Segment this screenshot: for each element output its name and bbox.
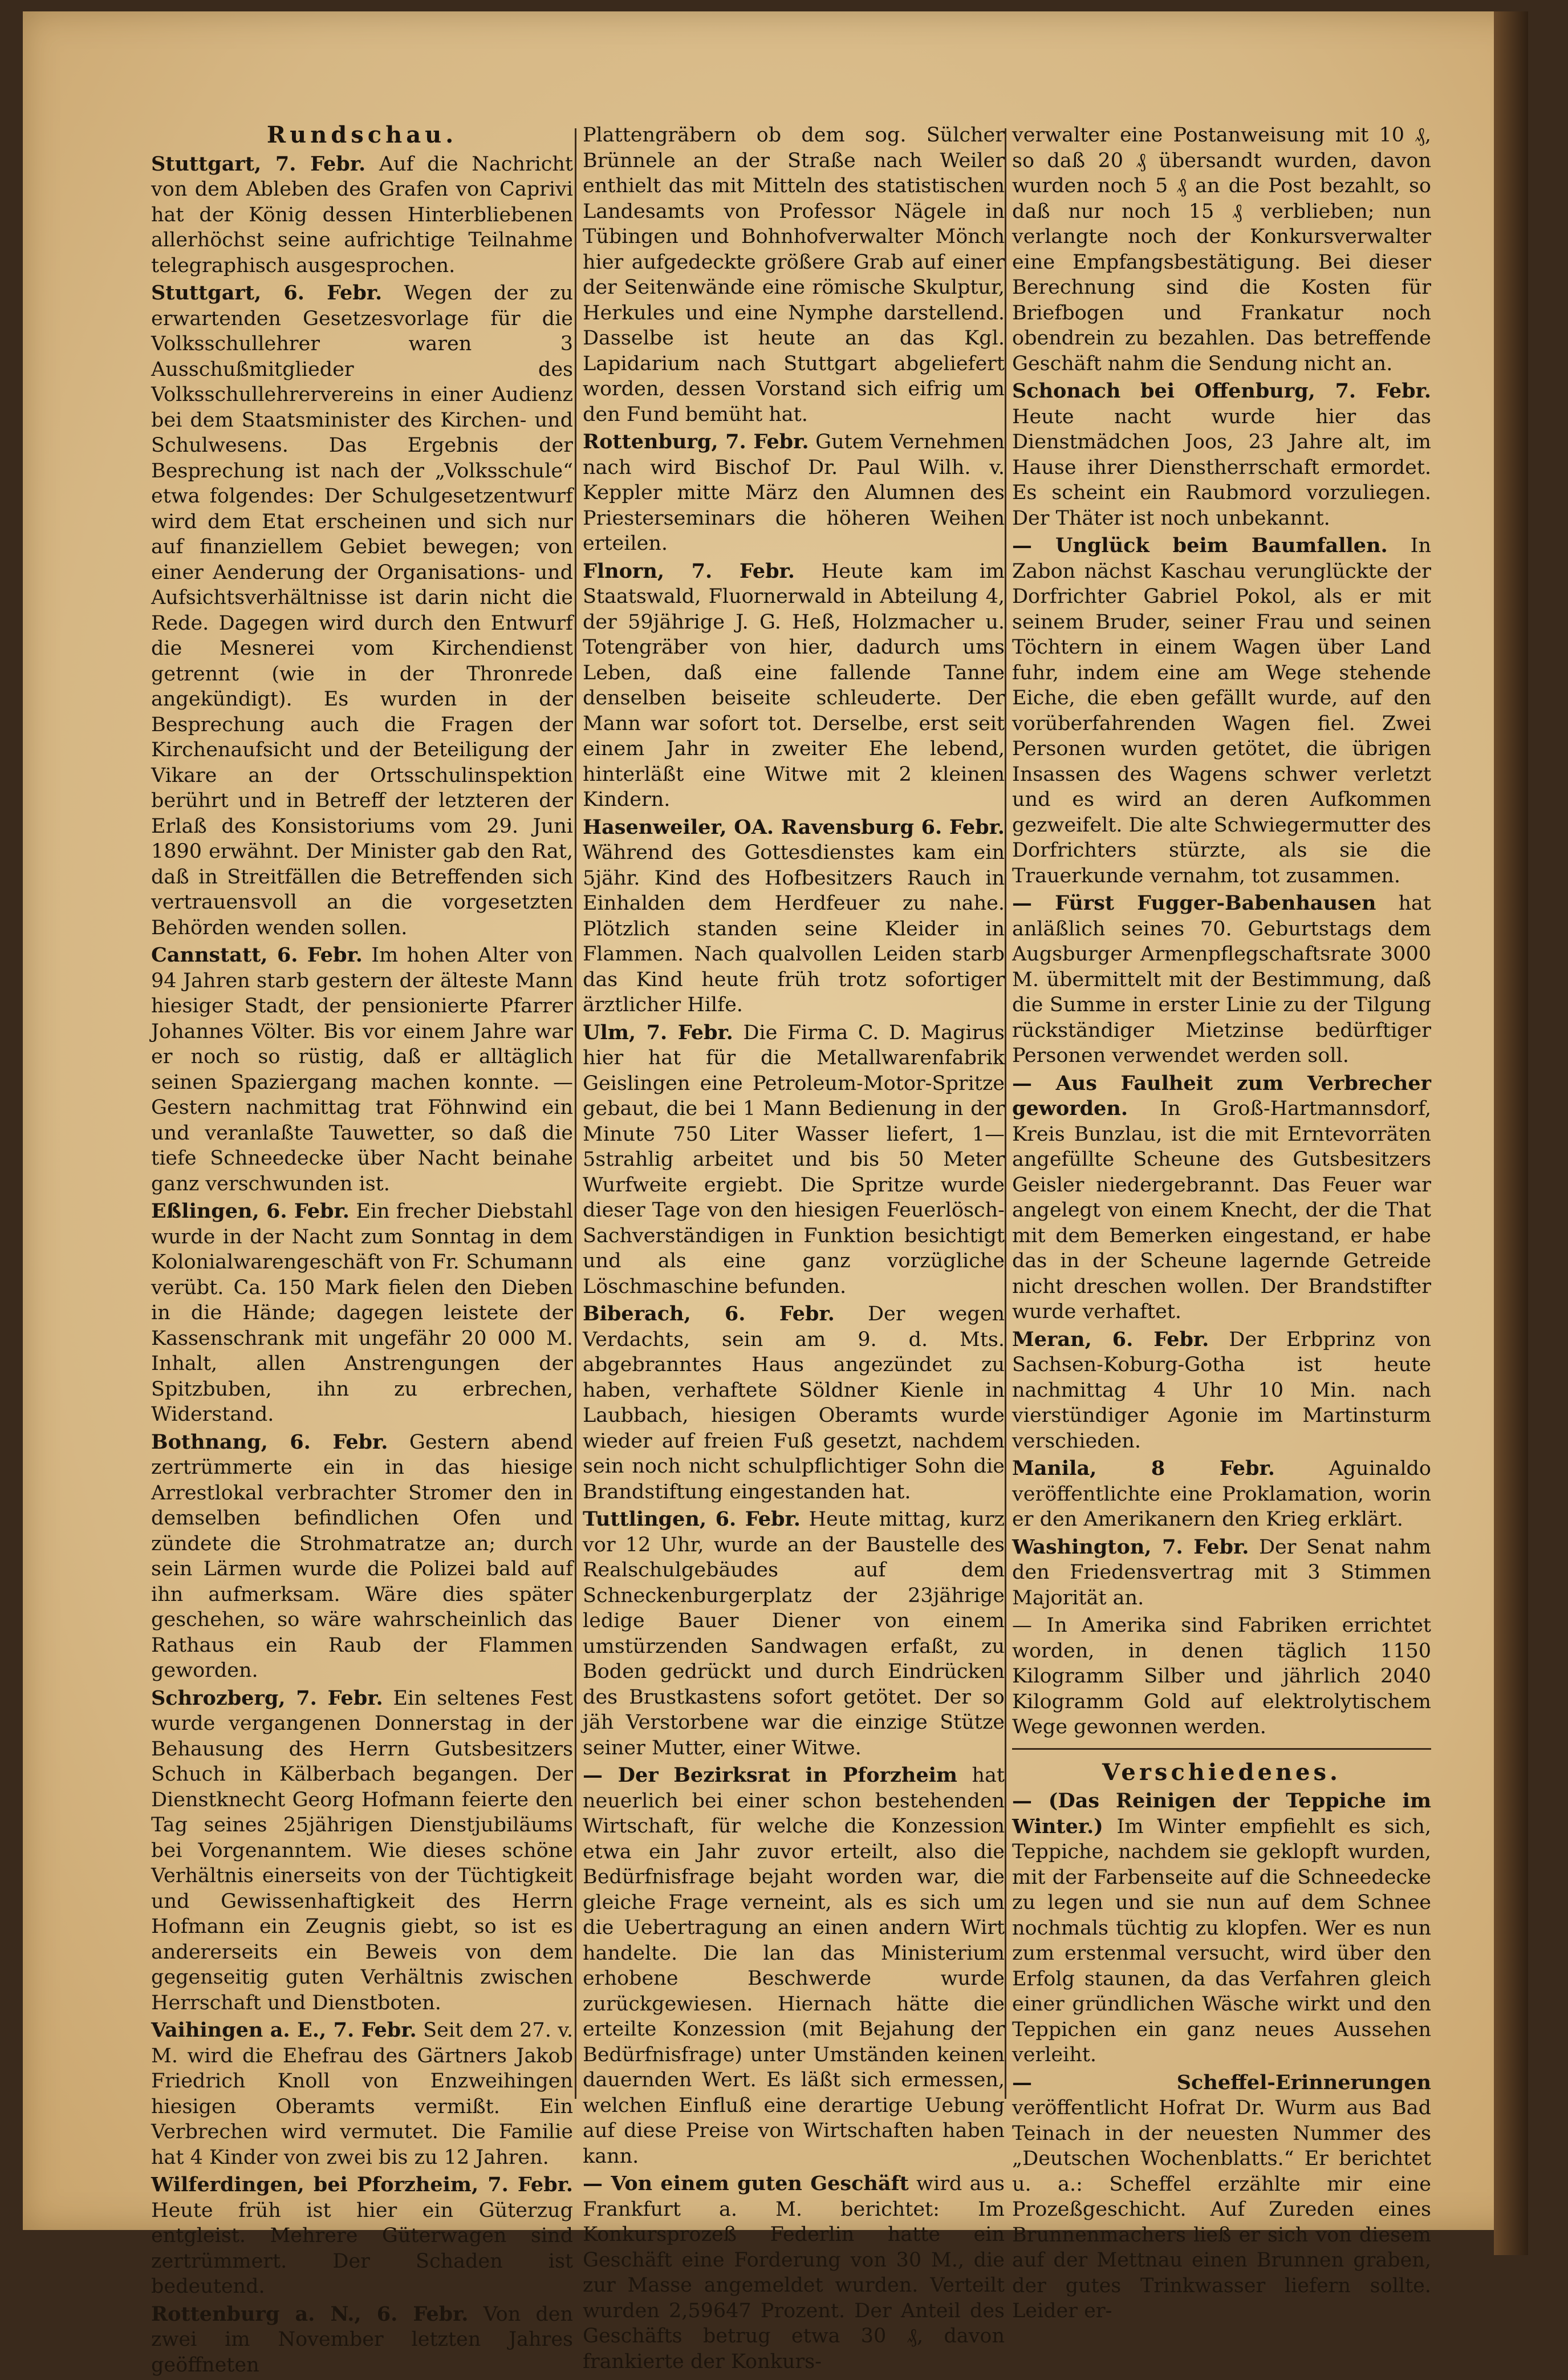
article (151, 2018, 573, 2170)
article-headline: — Aus Faulheit zum Verbrecher geworden. (1012, 1071, 1431, 1120)
article-text: hat neuerlich bei einer schon bestehenden Wirtschaft, für welche die Konzession etwa ein Jahr zuvor erteilt, also die Bedürfnisfrage bejaht worden war, die gleiche Frage verneint, als es sich um die Uebertragung an einen andern Wirt handelte. Die lan das Ministerium erhobene Beschwerde wurde zurückgewiesen. Hiernach hätte die erteilte Konzession (mit Bejahung der Bedürfnisfrage) unter Umständen keinen dauernden Wert. Es läßt sich ermessen, welchen Einfluß eine derartige Uebung auf diese Preise von Wirtschaften haben kann. (583, 1764, 1005, 2168)
article (1012, 1327, 1431, 1454)
article-headline: Schonach bei Offenburg, 7. Febr. (1012, 379, 1431, 403)
article-text: hat anläßlich seines 70. Geburtstags dem Augsburger Armenpflegschaftsrate 3000 M. übermittelt mit der Bestimmung, daß die Summe in erster Linie zu der Tilgung rückständiger Mietzinse bedürftiger Personen verwendet werden soll. (1012, 892, 1431, 1067)
book-spine (1494, 11, 1528, 2255)
article (1012, 1071, 1431, 1325)
article (583, 559, 1005, 813)
article (151, 943, 573, 1197)
article-text: In Zabon nächst Kaschau verunglückte der Dorfrichter Gabriel Pokol, als er mit seinem Bruder, seiner Frau und seinen Töchtern in einem Wagen über Land fuhr, indem eine am Wege stehende Eiche, die eben gefällt wurde, auf den vorüberfahrenden Wagen fiel. Zwei Personen wurden getötet, die übrigen Insassen des Wagens schwer verletzt und es wird an deren Aufkommen gezweifelt. Die alte Schwiegermutter des Dorfrichters stürzte, als sie die Trauerkunde vernahm, tot zusammen. (1012, 534, 1431, 887)
article (1012, 1456, 1431, 1532)
article-headline: — Von einem guten Geschäft (583, 2172, 909, 2195)
article (583, 1020, 1005, 1300)
article-text: — In Amerika sind Fabriken errichtet worden, in denen täglich 1150 Kilogramm Silber und jährlich 2040 Kilogramm Gold auf elektrolytischem Wege gewonnen werden. (1012, 1614, 1431, 1738)
misc-section-title: Verschiedenes. (1102, 1758, 1341, 1786)
article-headline: — (Das Reinigen der Teppiche im Winter.) (1012, 1789, 1431, 1838)
article-text: Die Firma C. D. Magirus hier hat für die Metallwarenfabrik Geislingen eine Petroleum-Motor-Spritze gebaut, die bei 1 Mann Bedienung in der Minute 750 Liter Wasser liefert, 1—5strahlig arbeitet und bis 50 Meter Wurfweite ergiebt. Die Spritze wurde dieser Tage von den hiesigen Feuerlösch-Sachverständigen in Funktion besichtigt und als eine ganz vorzügliche Löschmaschine befunden. (583, 1021, 1005, 1298)
article-text: veröffentlicht Hofrat Dr. Wurm aus Bad Teinach in der neuesten Nummer des „Deutschen Wochenblatts.“ Er berichtet u. a.: Scheffel erzählte mir eine Prozeßgeschicht. Auf Zureden eines Brunnenmachers ließ er sich von diesem auf der Mettnau einen Brunnen graben, der gutes Trinkwasser liefern sollte. Leider er- (1012, 2097, 1431, 2322)
article (1012, 1789, 1431, 2068)
article (583, 815, 1005, 1018)
article-headline: Wilferdingen, bei Pforzheim, 7. Febr. (151, 2173, 573, 2196)
article (1012, 123, 1431, 376)
article (151, 1199, 573, 1428)
article-headline: Tuttlingen, 6. Febr. (583, 1507, 801, 1531)
article-headline: Hasenweiler, OA. Ravensburg 6. Febr. (583, 815, 1005, 839)
article (151, 152, 573, 279)
article-headline: Washington, 7. Febr. (1012, 1535, 1249, 1559)
article-text: Gutem Vernehmen nach wird Bischof Dr. Paul Wilh. v. Keppler mitte März den Alumnen des Priesterseminars die höheren Weihen erteilen. (583, 431, 1005, 555)
article-text: In Groß-Hartmannsdorf, Kreis Bunzlau, ist die mit Erntevorräten angefüllte Scheune des Gutsbesitzers Geisler niedergebrannt. Das Feuer war angelegt von einem Knecht, der die That mit dem Bemerken eingestand, er habe das in der Scheune lagernde Getreide nicht dreschen wollen. Der Brandstifter wurde verhaftet. (1012, 1097, 1431, 1323)
article-headline: Cannstatt, 6. Febr. (151, 943, 363, 967)
article-headline: Eßlingen, 6. Febr. (151, 1199, 350, 1223)
article (583, 123, 1005, 427)
article-headline: — Scheffel-Erinnerungen (1012, 2070, 1431, 2094)
article-text: Seit dem 27. v. M. wird die Ehefrau des Gärtners Jakob Friedrich Knoll von Enzweihingen hiesigen Oberamts vermißt. Ein Verbrechen wird vermutet. Die Familie hat 4 Kinder von zwei bis zu 12 Jahren. (151, 2019, 573, 2169)
article-headline: Manila, 8 Febr. (1012, 1457, 1275, 1480)
article (583, 1763, 1005, 2169)
article (151, 281, 573, 940)
article-text: Der Senat nahm den Friedensvertrag mit 3 Stimmen Majorität an. (1012, 1535, 1431, 1609)
article-headline: Schrozberg, 7. Febr. (151, 1686, 383, 1710)
article (1012, 1535, 1431, 1611)
article (583, 429, 1005, 557)
article-text: Ein seltenes Fest wurde vergangenen Donnerstag in der Behausung des Herrn Gutsbesitzers Schuch in Kälberbach begangen. Der Dienstknecht Georg Hofmann feierte den Tag seines 25jährigen Dienstjubiläums bei Vorgenanntem. Wie dieses schöne Verhältnis einerseits von der Tüchtigkeit und Gewissenhaftigkeit des Herrn Hofmann ein Zeugnis giebt, so ist es andererseits ein Beweis von dem gegenseitig guten Verhältnis zwischen Herrschaft und Dienstboten. (151, 1686, 573, 2014)
column-3 (1012, 123, 1431, 2326)
article-headline: — Der Bezirksrat in Pforzheim (583, 1763, 957, 1787)
article-text: Auf die Nachricht von dem Ableben des Grafen von Caprivi hat der König dessen Hinterbliebenen allerhöchst seine aufrichtige Teilnahme telegraphisch ausgesprochen. (151, 152, 573, 277)
article-headline: Ulm, 7. Febr. (583, 1020, 733, 1044)
article-headline: Stuttgart, 7. Febr. (151, 152, 366, 176)
article (151, 1686, 573, 2016)
article-headline: Biberach, 6. Febr. (583, 1302, 835, 1325)
article-headline: Flnorn, 7. Febr. (583, 559, 795, 583)
article-headline: Rottenburg, 7. Febr. (583, 430, 809, 453)
article (151, 2172, 573, 2300)
article-headline: Meran, 6. Febr. (1012, 1327, 1209, 1351)
article-headline: Vaihingen a. E., 7. Febr. (151, 2018, 417, 2042)
article (1012, 2070, 1431, 2324)
article (1012, 891, 1431, 1069)
article-headline: — Unglück beim Baumfallen. (1012, 534, 1388, 557)
article (151, 1430, 573, 1684)
article-text: Gestern abend zertrümmerte ein in das hiesige Arrestlokal verbrachter Stromer den in demselben befindlichen Ofen und zündete die Strohmatratze an; durch sein Lärmen wurde die Polizei bald auf ihn aufmerksam. Wäre dies später geschehen, so wäre wahrscheinlich das Rathaus ein Raub der Flammen geworden. (151, 1430, 573, 1682)
article-text: Ein frecher Diebstahl wurde in der Nacht zum Sonntag in dem Kolonialwarengeschäft von Fr. Schumann verübt. Ca. 150 Mark fielen den Dieben in die Hände; dagegen leistete der Kassenschrank mit ungefähr 20 000 M. Inhalt, allen Anstrengungen der Spitzbuben, ihn zu erbrechen, Widerstand. (151, 1200, 573, 1426)
article-text: Der Erbprinz von Sachsen-Koburg-Gotha ist heute nachmittag 4 Uhr 10 Min. nach vierstündiger Agonie im Martinsturm verschieden. (1012, 1328, 1431, 1453)
article (583, 2171, 1005, 2374)
article-text: Von den zwei im November letzten Jahres geöffneten (151, 2302, 573, 2377)
article-headline: Stuttgart, 6. Febr. (151, 281, 383, 305)
column-rule (575, 128, 576, 2099)
article (583, 1507, 1005, 1761)
article-text: Der wegen Verdachts, sein am 9. d. Mts. abgebranntes Haus angezündet zu haben, verhaftete Söldner Kienle in Laubbach, hiesigen Oberamts wurde wieder auf freien Fuß gesetzt, nachdem sein noch nicht schulpflichtiger Sohn die Brandstiftung eingestanden hat. (583, 1303, 1005, 1503)
article-text: Heute früh ist hier ein Güterzug entgleist. Mehrere Güterwagen sind zertrümmert. Der Schaden ist bedeutend. (151, 2199, 573, 2298)
article-text: Plattengräbern ob dem sog. Sülcher Brünnele an der Straße nach Weiler enthielt das mit Mitteln des statistischen Landesamts von Professor Nägele in Tübingen und Bohnhofverwalter Mönch hier aufgedeckte größere Grab auf einer der Seitenwände eine römische Skulptur, Herkules und eine Nymphe darstellend. Dasselbe ist heute an das Kgl. Lapidarium nach Stuttgart abgeliefert worden, dessen Vorstand sich eifrig um den Fund bemüht hat. (583, 124, 1005, 426)
article (151, 2302, 573, 2378)
article-headline: — Fürst Fugger-Babenhausen (1012, 891, 1376, 915)
article-text: verwalter eine Postanweisung mit 10 ₰, so daß 20 ₰ übersandt wurden, davon wurden noch 5 ₰ an die Post bezahlt, so daß nur noch 15 ₰ verblieben; nun verlangte noch der Konkursverwalter eine Empfangsbestätigung. Bei dieser Berechnung sind die Kosten für Briefbogen und Frankatur noch obendrein zu bezahlen. Das betreffende Geschäft nahm die Sendung nicht an. (1012, 124, 1431, 375)
article (1012, 1613, 1431, 1740)
column-2 (583, 123, 1005, 2377)
article-headline: Bothnang, 6. Febr. (151, 1430, 388, 1454)
article (1012, 533, 1431, 889)
article-text: Während des Gottesdienstes kam ein 5jähr. Kind des Hofbesitzers Rauch in Einhalden dem Herdfeuer zu nahe. Plötzlich standen seine Kleider in Flammen. Nach qualvollen Leiden starb das Kind heute früh trotz sofortiger ärztlicher Hilfe. (583, 841, 1005, 1016)
article-text: Heute kam im Staatswald, Fluornerwald in Abteilung 4, der 59jährige J. G. Heß, Holzmacher u. Totengräber von hier, dadurch ums Leben, daß eine fallende Tanne denselben beiseite schleuderte. Der Mann war sofort tot. Derselbe, erst seit einem Jahr in zweiter Ehe lebend, hinterläßt eine Witwe mit 2 kleinen Kindern. (583, 559, 1005, 811)
section-title: Rundschau. (266, 121, 458, 148)
article-text: Heute nacht wurde hier das Dienstmädchen Joos, 23 Jahre alt, im Hause ihrer Dienstherrschaft ermordet. Es scheint ein Raubmord vorzuliegen. Der Thäter ist noch unbekannt. (1012, 405, 1431, 530)
article (1012, 379, 1431, 531)
article (583, 1302, 1005, 1505)
article-text: Im hohen Alter von 94 Jahren starb gestern der älteste Mann hiesiger Stadt, der pensionierte Pfarrer Johannes Völter. Bis vor einem Jahre war er noch so rüstig, daß er alltäglich seinen Spaziergang machen konnte. — Gestern nachmittag trat Föhnwind ein und veranlaßte Tauwetter, so daß die tiefe Schneedecke über Nacht beinahe ganz verschwunden ist. (151, 944, 573, 1195)
article-text: Wegen der zu erwartenden Gesetzesvorlage für die Volksschullehrer waren 3 Ausschußmitglieder des Volksschullehrervereins in einer Audienz bei dem Staatsminister des Kirchen- und Schulwesens. Das Ergebnis der Besprechung ist nach der „Volksschule“ etwa folgendes: Der Schulgesetzentwurf wird dem Etat erscheinen und sich nur auf finanziellem Gebiet bewegen; von einer Aenderung der Organisations- und Aufsichtsverhältnisse ist darin nicht die Rede. Dagegen wird durch den Entwurf die Mesnerei vom Kirchendienst getrennt (wie in der Thronrede angekündigt). Es wurden in der Besprechung auch die Fragen der Kirchenaufsicht und der Beteiligung der Vikare an der Ortsschulinspektion berührt und in Betreff der letzteren der Erlaß des Konsistoriums vom 29. Juni 1890 erwähnt. Der Minister gab den Rat, daß in Streitfällen die Betreffenden sich vertrauensvoll an die vorgesetzten Behörden wenden sollen. (151, 282, 573, 939)
article-text: Heute mittag, kurz vor 12 Uhr, wurde an der Baustelle des Realschulgebäudes auf dem Schneckenburgerplatz der 23jährige ledige Bauer Diener von einem umstürzenden Sandwagen erfaßt, zu Boden gedrückt und durch Eindrücken des Brustkastens sofort getötet. Der so jäh Verstorbene war die einzige Stütze seiner Mutter, einer Witwe. (583, 1508, 1005, 1759)
article-text: Im Winter empfiehlt es sich, Teppiche, nachdem sie geklopft wurden, mit der Farbenseite auf die Schneedecke zu legen und sie nun auf dem Schnee nochmals tüchtig zu klopfen. Wer es nun zum erstenmal versucht, wird über den Erfolg staunen, da das Verfahren gleich einer gründlichen Wäsche wirkt und den Teppichen ein ganz neues Aussehen verleiht. (1012, 1815, 1431, 2066)
column-rule (1005, 128, 1006, 2099)
section-divider (1012, 1748, 1431, 1750)
column-1 (151, 123, 573, 2380)
article-text: Aguinaldo veröffentlichte eine Proklamation, worin er den Amerikanern den Krieg erklärt. (1012, 1457, 1431, 1531)
article-headline: Rottenburg a. N., 6. Febr. (151, 2302, 469, 2326)
article-text: wird aus Frankfurt a. M. berichtet: Im Konkursprozeß Federlin hatte ein Geschäft eine Forderung von 30 M., die zur Masse angemeldet wurden. Verteilt wurden 2,59647 Prozent. Der Anteil des Geschäfts betrug etwa 30 ₰, davon frankierte der Konkurs- (583, 2172, 1005, 2373)
